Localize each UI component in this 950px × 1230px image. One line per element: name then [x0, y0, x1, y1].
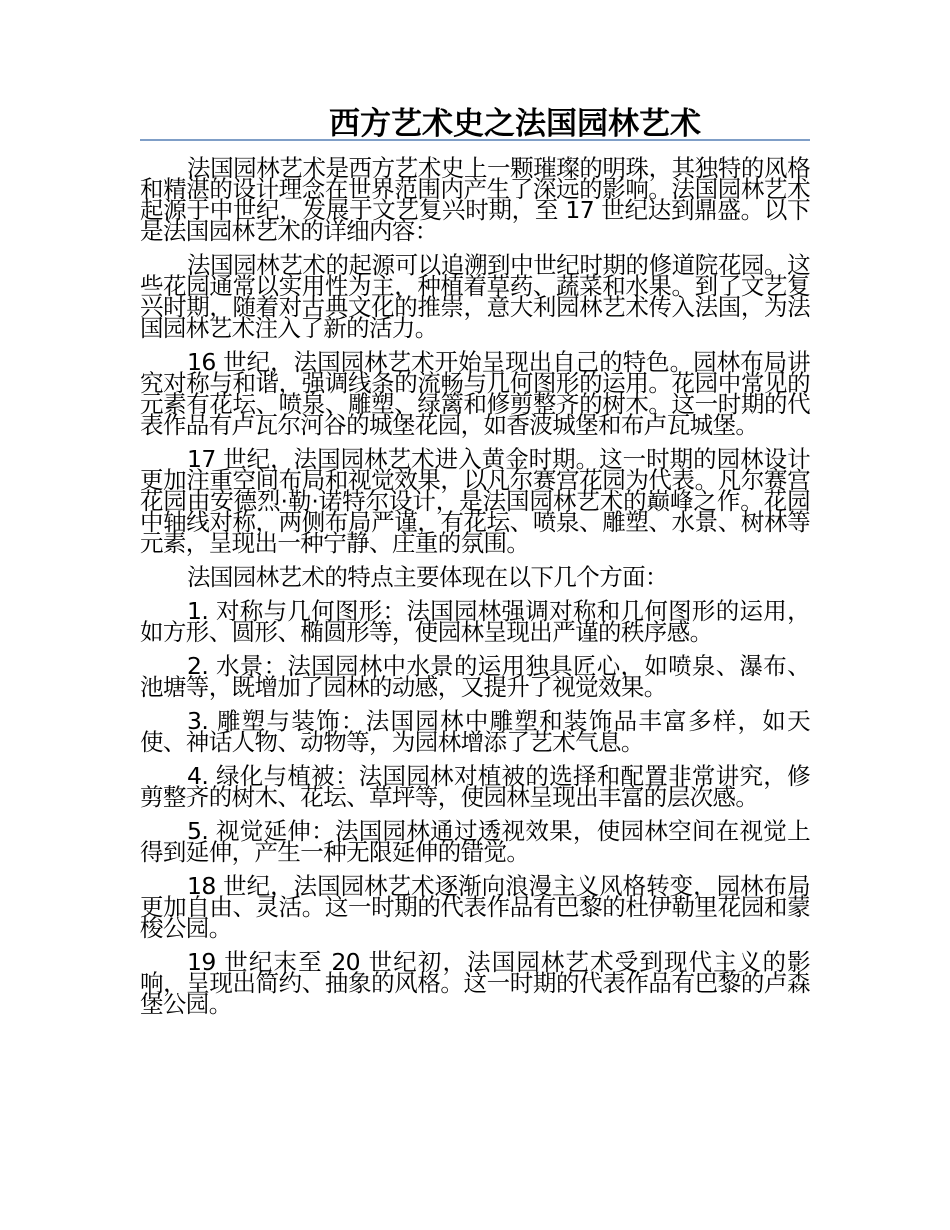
document-body	[140, 154, 810, 1028]
paragraph-17th-century: 17 世纪，法国园林艺术进入黄金时期。这一时期的园林设计更加注重空间布局和视觉效果，以凡尔赛宫花园为代表。凡尔赛宫花园由安德烈·勒·诺特尔设计，是法国园林艺术的巅峰之作。花园中轴线对称，两侧布局严谨，有花坛、喷泉、雕塑、水景、树林等元素，呈现出一种宁静、庄重的氛围。	[140, 445, 810, 557]
list-item-water: 2. 水景：法国园林中水景的运用独具匠心，如喷泉、瀑布、池塘等，既增加了园林的动感，又提升了视觉效果。	[140, 652, 810, 701]
title-underline	[140, 139, 810, 141]
paragraph-intro: 法国园林艺术是西方艺术史上一颗璀璨的明珠，其独特的风格和精湛的设计理念在世界范围内产生了深远的影响。法国园林艺术起源于中世纪，发展于文艺复兴时期，至 17 世纪达到鼎盛。以下是法国园林艺术的详细内容：	[140, 154, 810, 245]
paragraph-19th-20th-century: 19 世纪末至 20 世纪初，法国园林艺术受到现代主义的影响，呈现出简约、抽象的风格。这一时期的代表作品有巴黎的卢森堡公园。	[140, 948, 810, 1018]
list-item-sculpture: 3. 雕塑与装饰：法国园林中雕塑和装饰品丰富多样，如天使、神话人物、动物等，为园林增添了艺术气息。	[140, 707, 810, 756]
paragraph-18th-century: 18 世纪，法国园林艺术逐渐向浪漫主义风格转变，园林布局更加自由、灵活。这一时期的代表作品有巴黎的杜伊勒里花园和蒙梭公园。	[140, 872, 810, 942]
list-item-greenery: 4. 绿化与植被：法国园林对植被的选择和配置非常讲究，修剪整齐的树木、花坛、草坪等，使园林呈现出丰富的层次感。	[140, 762, 810, 811]
paragraph-origin: 法国园林艺术的起源可以追溯到中世纪时期的修道院花园。这些花园通常以实用性为主，种植着草药、蔬菜和水果。到了文艺复兴时期，随着对古典文化的推崇，意大利园林艺术传入法国，为法国园林艺术注入了新的活力。	[140, 251, 810, 342]
list-item-visual-extension: 5. 视觉延伸：法国园林通过透视效果，使园林空间在视觉上得到延伸，产生一种无限延伸的错觉。	[140, 817, 810, 866]
paragraph-features-intro: 法国园林艺术的特点主要体现在以下几个方面：	[187, 563, 668, 591]
paragraph-16th-century: 16 世纪，法国园林艺术开始呈现出自己的特色。园林布局讲究对称与和谐，强调线条的流畅与几何图形的运用。花园中常见的元素有花坛、喷泉、雕塑、绿篱和修剪整齐的树木。这一时期的代表作品有卢瓦尔河谷的城堡花园，如香波城堡和布卢瓦城堡。	[140, 348, 810, 439]
list-item-symmetry: 1. 对称与几何图形：法国园林强调对称和几何图形的运用，如方形、圆形、椭圆形等，使园林呈现出严谨的秩序感。	[140, 597, 810, 646]
page-title: 西方艺术史之法国园林艺术	[329, 106, 701, 142]
